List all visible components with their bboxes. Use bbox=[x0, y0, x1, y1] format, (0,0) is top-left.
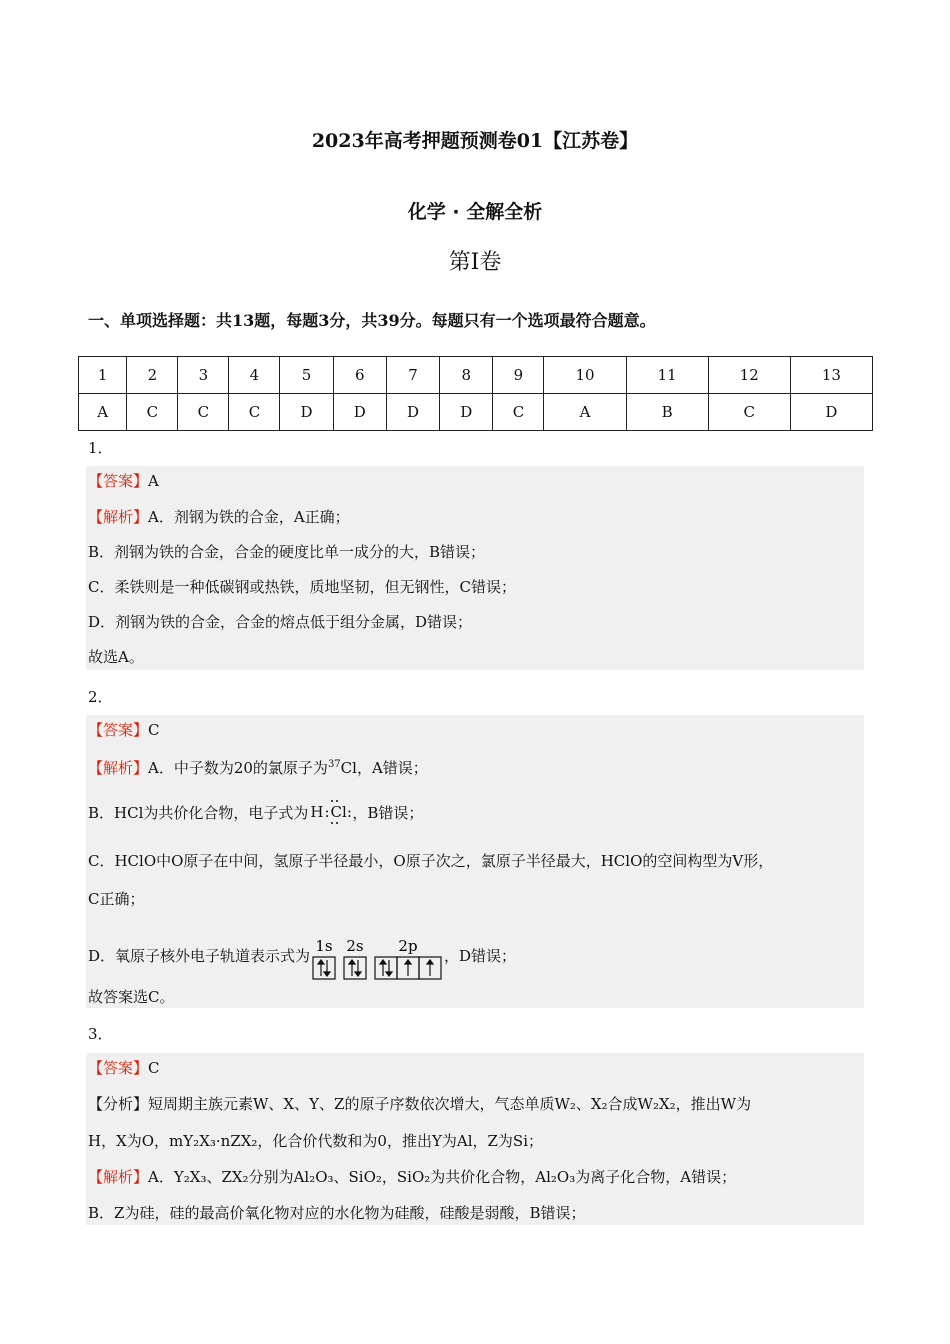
answer-value: C bbox=[148, 1059, 160, 1077]
analysis-text: D．氧原子核外电子轨道表示式为 bbox=[88, 947, 311, 965]
volume-label: 第Ⅰ卷 bbox=[448, 250, 502, 275]
table-cell: D bbox=[790, 394, 872, 431]
analysis-text: A．剂钢为铁的合金，A正确； bbox=[148, 508, 350, 526]
table-cell: C bbox=[229, 394, 280, 431]
answer-line bbox=[88, 720, 160, 740]
table-cell: 3 bbox=[178, 357, 229, 394]
orbital-box-2p-1 bbox=[375, 957, 397, 979]
question-2-solution bbox=[86, 715, 864, 1008]
section-heading: 一、单项选择题：共13题，每题3分，共39分。每题只有一个选项最符合题意。 bbox=[88, 311, 656, 330]
table-cell: 12 bbox=[708, 357, 790, 394]
analysis-text: ，D错误； bbox=[444, 947, 517, 965]
analysis-tag: 【解析】 bbox=[88, 508, 149, 526]
table-cell: D bbox=[280, 394, 333, 431]
answer-table-answer-row bbox=[79, 394, 873, 431]
table-cell: 1 bbox=[79, 357, 127, 394]
table-cell: C bbox=[127, 394, 178, 431]
table-cell: C bbox=[708, 394, 790, 431]
table-cell: 5 bbox=[280, 357, 333, 394]
answer-tag: 【答案】 bbox=[88, 472, 149, 490]
analysis-line: B．Z为硅，硅的最高价氧化物对应的水化物为硅酸，硅酸是弱酸，B错误； bbox=[88, 1204, 586, 1222]
answer-line bbox=[88, 1058, 160, 1078]
orbital-box-1s bbox=[313, 957, 335, 979]
analysis-tag: 【解析】 bbox=[88, 759, 149, 777]
fenxi-line: H，X为O，mY₂X₃·nZX₂，化合价代数和为0，推出Y为Al，Z为Si； bbox=[88, 1132, 544, 1150]
fenxi-tag: 【分析】 bbox=[88, 1095, 149, 1113]
analysis-line bbox=[88, 937, 516, 983]
lewis-h: H bbox=[310, 803, 324, 821]
question-3-solution bbox=[86, 1053, 864, 1225]
table-cell: C bbox=[178, 394, 229, 431]
analysis-line: D．剂钢为铁的合金，合金的熔点低于组分金属，D错误； bbox=[88, 613, 473, 631]
table-cell: 10 bbox=[544, 357, 626, 394]
analysis-line: C．柔铁则是一种低碳钢或热铁，质地坚韧，但无钢性，C错误； bbox=[88, 578, 516, 596]
analysis-text: A．Y₂X₃、ZX₂分别为Al₂O₃、SiO₂，SiO₂为共价化合物，Al₂O₃为离子化合物，A错误； bbox=[148, 1168, 737, 1186]
lewis-cl: Cl bbox=[330, 803, 347, 821]
answer-value: C bbox=[148, 721, 160, 739]
table-cell: A bbox=[544, 394, 626, 431]
document-title: 2023年高考押题预测卷01【江苏卷】 bbox=[311, 130, 639, 152]
analysis-text: ，B错误； bbox=[352, 804, 424, 822]
table-cell: 13 bbox=[790, 357, 872, 394]
analysis-line: C正确； bbox=[88, 890, 145, 908]
question-1-number: 1． bbox=[88, 439, 113, 457]
table-cell: B bbox=[626, 394, 708, 431]
orbital-label-2s: 2s bbox=[346, 937, 364, 955]
table-cell: 6 bbox=[333, 357, 386, 394]
analysis-line bbox=[88, 755, 428, 778]
table-cell: D bbox=[386, 394, 439, 431]
table-cell: 2 bbox=[127, 357, 178, 394]
conclusion-line: 故答案选C。 bbox=[88, 988, 175, 1006]
orbital-label-1s: 1s bbox=[315, 937, 333, 955]
answer-tag: 【答案】 bbox=[88, 1059, 149, 1077]
analysis-line: B．剂钢为铁的合金，合金的硬度比单一成分的大，B错误； bbox=[88, 543, 486, 561]
analysis-text: A．中子数为20的氯原子为 bbox=[148, 759, 328, 777]
table-cell: A bbox=[79, 394, 127, 431]
answer-value: A bbox=[148, 472, 159, 490]
conclusion-line: 故选A。 bbox=[88, 648, 144, 666]
table-cell: 9 bbox=[493, 357, 544, 394]
analysis-tag: 【解析】 bbox=[88, 1168, 149, 1186]
lewis-text: H:Cl: bbox=[310, 803, 352, 821]
hcl-lewis-structure bbox=[308, 798, 352, 826]
analysis-line: C．HClO中O原子在中间，氢原子半径最小，O原子次之，氯原子半径最大，HClO的空间构型为V形， bbox=[88, 852, 774, 870]
table-cell: 11 bbox=[626, 357, 708, 394]
analysis-line bbox=[88, 798, 423, 826]
question-2-number: 2． bbox=[88, 688, 113, 706]
table-cell: 7 bbox=[386, 357, 439, 394]
table-cell: D bbox=[333, 394, 386, 431]
fenxi-text: 短周期主族元素W、X、Y、Z的原子序数依次增大，气态单质W₂、X₂合成W₂X₂，推出W为 bbox=[148, 1095, 752, 1113]
table-cell: 4 bbox=[229, 357, 280, 394]
analysis-line bbox=[88, 1167, 736, 1187]
table-cell: D bbox=[440, 394, 493, 431]
oxygen-orbital-diagram bbox=[310, 937, 444, 983]
analysis-text: B．HCl为共价化合物，电子式为 bbox=[88, 804, 309, 822]
fenxi-line bbox=[88, 1094, 751, 1114]
mass-number: 37 bbox=[327, 759, 341, 770]
answer-table bbox=[78, 356, 873, 431]
question-3-number: 3． bbox=[88, 1025, 113, 1043]
orbital-label-2p: 2p bbox=[398, 937, 418, 955]
answer-line bbox=[88, 471, 159, 491]
document-subtitle: 化学 · 全解全析 bbox=[407, 201, 543, 223]
table-cell: 8 bbox=[440, 357, 493, 394]
analysis-line bbox=[88, 507, 350, 527]
orbital-box-2s bbox=[344, 957, 366, 979]
table-cell: C bbox=[493, 394, 544, 431]
analysis-text: Cl，A错误； bbox=[340, 759, 428, 777]
answer-table-number-row bbox=[79, 357, 873, 394]
answer-tag: 【答案】 bbox=[88, 721, 149, 739]
question-1-solution bbox=[86, 466, 864, 670]
